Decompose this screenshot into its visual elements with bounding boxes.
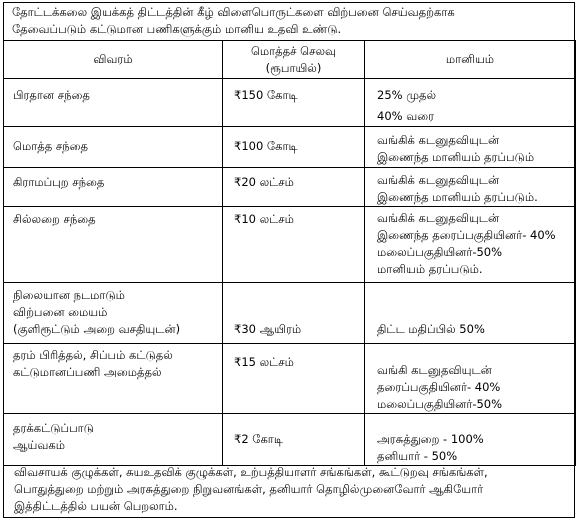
detail-cell: சில்லறை சந்தை <box>4 207 223 283</box>
footer-note <box>3 460 575 518</box>
subsidy-cell: வங்கிக் கடனுதவியுடன் இணைந்த தரைப்பகுதியினர்- 40% மலைப்பகுதியினர்-50% மானியம் தரப்படும். <box>365 207 576 283</box>
header-detail: விவரம் <box>4 41 223 79</box>
subsidy-cell: வங்கி கடனுதவியுடன் தரைப்பகுதியினர்- 40% மலைப்பகுதியினர்-50% <box>365 344 576 414</box>
cost-cell: ₹150 கோடி <box>223 79 365 127</box>
intro-line-2: தேவைப்படும் கட்டுமான பணிகளுக்கும் மானிய உதவி உண்டு. <box>12 22 342 36</box>
detail-cell: தரம் பிரித்தல், சிப்பம் கட்டுதல் கட்டுமானப்பணி அமைத்தல் <box>4 344 223 414</box>
footer-line-2: பொதுத்துறை மற்றும் அரசுத்துறை நிறுவனங்கள், தனியார் தொழில்முனைவோர் ஆகியோர் <box>14 482 484 496</box>
table-row <box>4 344 576 414</box>
footer-line-1: விவசாயக் குழுக்கள், சுயஉதவிக் குழுக்கள், உற்பத்தியாளர் சங்கங்கள், கூட்டுறவு சங்கங்கள், <box>14 465 488 479</box>
intro-line-1: தோட்டக்கலை இயக்கத் திட்டத்தின் கீழ் விளைபொருட்களை விற்பனை செய்வதற்காக <box>12 5 455 19</box>
table-row <box>4 168 576 207</box>
cost-cell: ₹2 கோடி <box>223 414 365 466</box>
detail-cell: கிராமப்புற சந்தை <box>4 168 223 207</box>
intro-paragraph <box>12 4 567 38</box>
table-header-row <box>4 41 576 79</box>
subsidy-cell: அரசுத்துறை - 100% தனியார் - 50% <box>365 414 576 466</box>
cost-cell: ₹20 லட்சம் <box>223 168 365 207</box>
header-total-cost: மொத்தச் செலவு (ரூபாயில்) <box>223 41 365 79</box>
subsidy-cell: திட்ட மதிப்பில் 50% <box>365 283 576 344</box>
detail-cell: பிரதான சந்தை <box>4 79 223 127</box>
cost-cell: ₹30 ஆயிரம் <box>223 283 365 344</box>
detail-cell: நிலையான நடமாடும் விற்பனை மையம் (குளிரூட்டும் அறை வசதியுடன்) <box>4 283 223 344</box>
cost-cell: ₹100 கோடி <box>223 127 365 168</box>
detail-cell: மொத்த சந்தை <box>4 127 223 168</box>
subsidy-table <box>3 40 576 466</box>
subsidy-cell: வங்கிக் கடனுதவியுடன் இணைந்த மானியம் தரப்படும். <box>365 168 576 207</box>
subsidy-cell: 25% முதல் 40% வரை <box>365 79 576 127</box>
table-row <box>4 414 576 466</box>
table-row <box>4 127 576 168</box>
cost-cell: ₹10 லட்சம் <box>223 207 365 283</box>
header-subsidy: மானியம் <box>365 41 576 79</box>
table-row <box>4 207 576 283</box>
detail-cell: தரக்கட்டுப்பாடு ஆய்வகம் <box>4 414 223 466</box>
subsidy-cell: வங்கிக் கடனுதவியுடன் இணைந்த மானியம் தரப்படும் <box>365 127 576 168</box>
footer-line-3: இத்திட்டத்தில் பயன் பெறலாம். <box>14 499 178 513</box>
table-row <box>4 283 576 344</box>
table-row <box>4 79 576 127</box>
cost-cell: ₹15 லட்சம் <box>223 344 365 414</box>
